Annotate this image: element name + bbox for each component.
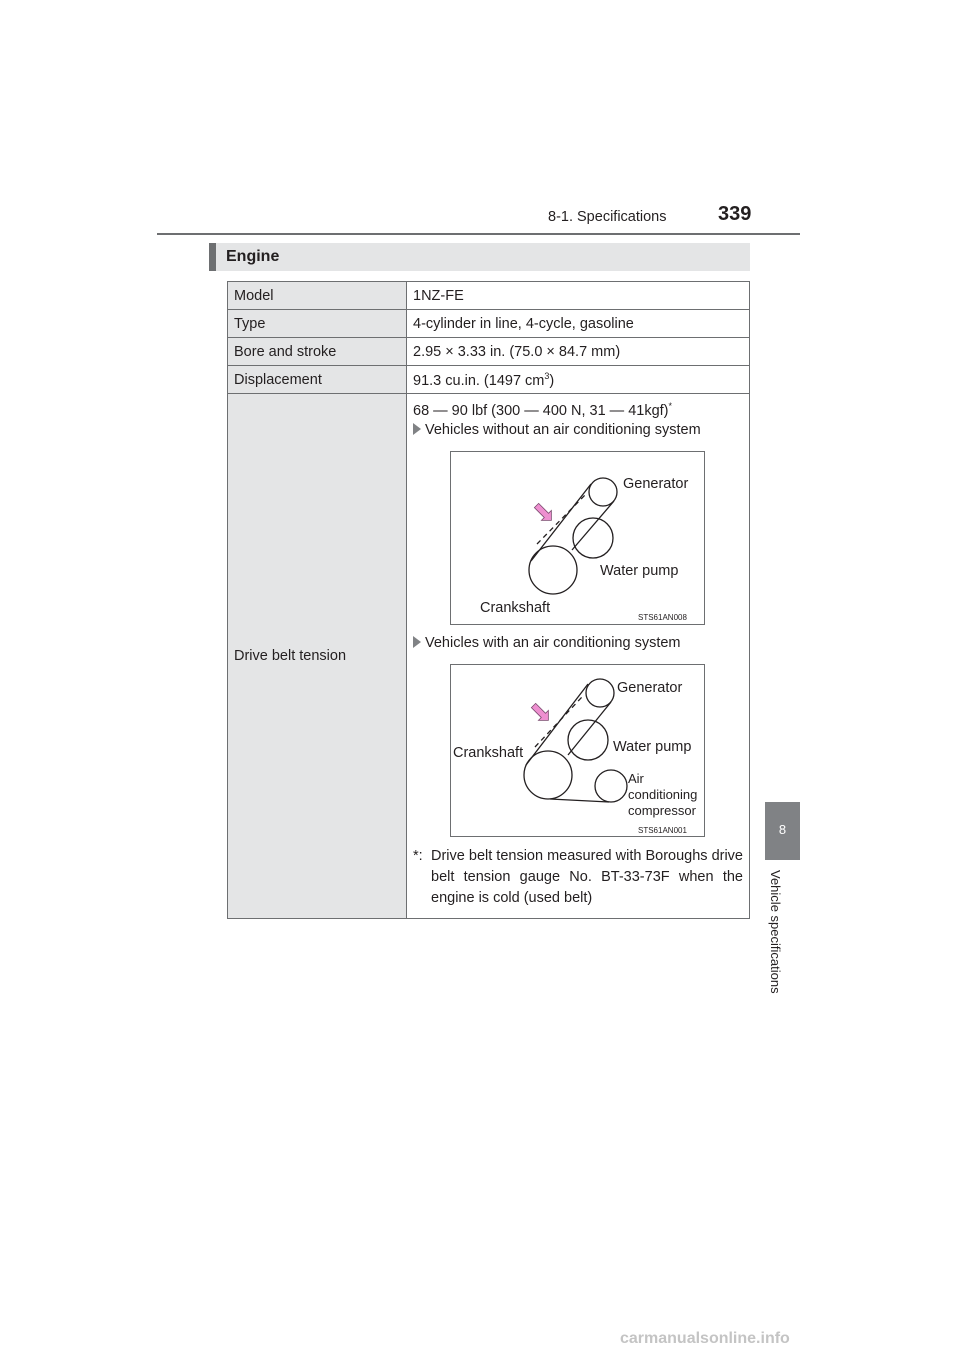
table-row [228, 366, 750, 394]
belt-routing-svg [451, 665, 704, 836]
belt-diagram-ac [450, 664, 705, 837]
measure-point-arrow-icon [532, 500, 557, 525]
figure-code: STS61AN001 [638, 825, 687, 835]
crankshaft-label: Crankshaft [453, 744, 524, 761]
case-label: Vehicles without an air conditioning system [425, 421, 701, 438]
ac-label-line2: conditioning [628, 786, 698, 802]
chapter-label: Vehicle specifications [768, 870, 783, 994]
footnote [413, 846, 743, 909]
footnote-mark: * [668, 401, 673, 411]
case-label: Vehicles with an air conditioning system [425, 634, 681, 651]
belt-line [572, 501, 614, 550]
belt-routing-svg [451, 452, 704, 624]
footnote-text: Drive belt tension measured with Boroughs drive belt tension gauge No. BT-33-73F when the engine is cold (used belt) [431, 847, 743, 906]
ac-label-line3: compressor [628, 802, 696, 818]
belt-diagram-no-ac [450, 451, 705, 625]
triangle-bullet-icon [413, 636, 421, 648]
row-label: Bore and stroke [228, 338, 407, 366]
section-title: Engine [226, 248, 280, 265]
row-value: 2.95 × 3.33 in. (75.0 × 84.7 mm) [407, 338, 750, 366]
footnote-marker: *: [413, 847, 423, 864]
table-row [228, 282, 750, 310]
belt-line [531, 484, 591, 561]
case-heading-no-ac [413, 421, 743, 440]
displacement-value: 91.3 cu.in. (1497 cm [413, 372, 545, 389]
belt-spec-text: 68 — 90 lbf (300 — 400 N, 31 — 41kgf) [413, 402, 669, 419]
header-section-title: 8-1. Specifications [548, 209, 667, 225]
section-marker [209, 243, 216, 271]
water-pump-pulley [568, 720, 608, 760]
case-heading-ac [413, 634, 743, 653]
row-value [407, 366, 750, 394]
watermark: carmanualsonline.info [620, 1330, 790, 1347]
row-label: Displacement [228, 366, 407, 394]
chapter-tab [765, 802, 800, 860]
displacement-close: ) [549, 372, 555, 389]
belt-tension-spec [413, 397, 743, 421]
crankshaft-pulley [529, 546, 577, 594]
table-row [228, 310, 750, 338]
row-label: Drive belt tension [228, 394, 407, 919]
measure-point-arrow-icon [529, 700, 554, 725]
row-value: 4-cylinder in line, 4-cycle, gasoline [407, 310, 750, 338]
row-label: Model [228, 282, 407, 310]
section-heading [209, 243, 750, 271]
table-row [228, 394, 750, 919]
water-pump-label: Water pump [600, 562, 679, 579]
row-label: Type [228, 310, 407, 338]
unit-superscript: 3 [544, 370, 550, 381]
generator-label: Generator [617, 679, 683, 696]
water-pump-pulley [573, 518, 613, 558]
table-row [228, 338, 750, 366]
generator-label: Generator [623, 475, 689, 492]
belt-line [550, 799, 609, 802]
page-number: 339 [718, 203, 752, 225]
chapter-number: 8 [778, 822, 787, 837]
ac-label-line1: Air [628, 770, 644, 786]
ac-compressor-pulley [595, 770, 627, 802]
row-value [407, 394, 750, 919]
crankshaft-label: Crankshaft [480, 599, 551, 616]
triangle-bullet-icon [413, 423, 421, 435]
water-pump-label: Water pump [613, 738, 692, 755]
engine-spec-table [227, 281, 750, 919]
row-value: 1NZ-FE [407, 282, 750, 310]
figure-code: STS61AN008 [638, 612, 687, 622]
header-rule [157, 233, 800, 235]
